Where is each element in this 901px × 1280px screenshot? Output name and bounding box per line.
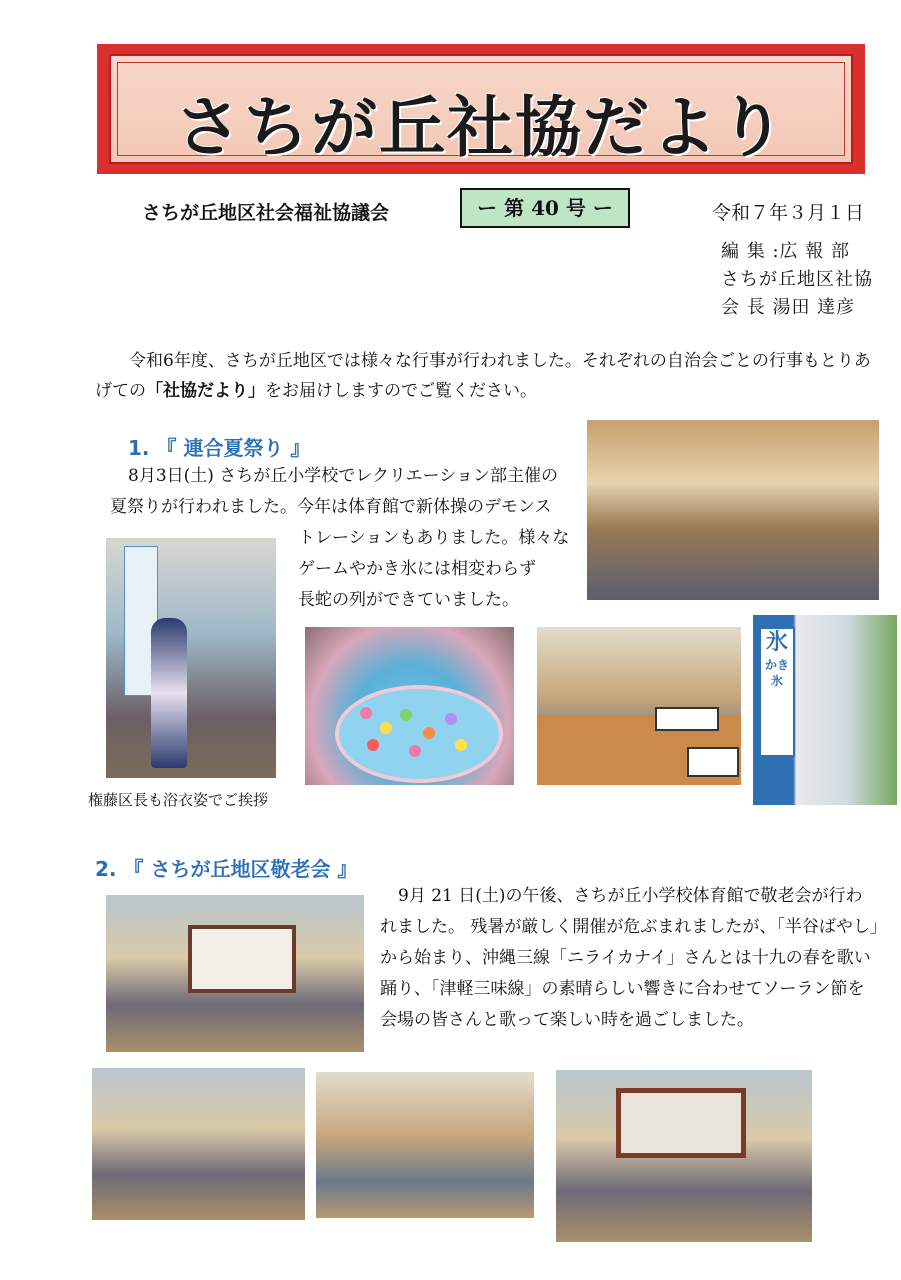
section-2-line: から始まり、沖縄三線「ニライカナイ」さんとは十九の春を歌い <box>380 948 871 968</box>
title-banner <box>97 44 865 174</box>
intro-text: 令和6年度、さちが丘地区では様々な行事が行われました。それぞれの自治会ごとの行事もとりあげての <box>95 351 871 401</box>
section-2-line: 9月 21 日(土)の午後、さちが丘小学校体育館で敬老会が行わ <box>398 886 863 906</box>
district-head-greeting-photo <box>106 538 276 778</box>
section-1-line: トレーションもありました。様々な <box>298 528 570 548</box>
editor-info <box>721 238 873 322</box>
greeting-photo-caption: 権藤区長も浴衣姿でご挨拶 <box>88 791 269 809</box>
kakigori-sign <box>759 627 795 757</box>
dance-performance-photo <box>92 1068 305 1220</box>
page-title: さちが丘社協だより <box>175 89 787 166</box>
section-1-line: 8月3日(土) さちが丘小学校でレクリエーション部主催の <box>128 466 558 486</box>
ball <box>400 709 412 721</box>
intro-bold: 「社協だより」 <box>146 381 265 401</box>
issue-number: ー 第 40 号 ー <box>460 188 630 228</box>
section-1-title: 1. 『 連合夏祭り 』 <box>128 436 311 460</box>
gymnastics-demo-photo <box>587 420 879 600</box>
ball <box>409 745 421 757</box>
ball-pool <box>335 685 503 783</box>
ball-pool-photo <box>305 627 514 785</box>
kakigori-sign-sub: かき氷 <box>764 658 789 688</box>
title-banner-inner <box>109 54 853 164</box>
intro-text-end: をお届けしますのでご覧ください。 <box>265 381 537 401</box>
stage <box>616 1088 746 1158</box>
ball <box>367 739 379 751</box>
section-2-line: 踊り、「津軽三味線」の素晴らしい響きに合わせてソーラン節を <box>380 979 865 999</box>
section-2-line: れました。 残暑が厳しく開催が危ぶまれましたが、「半谷ばやし」 <box>380 917 887 937</box>
kakigori-stall-photo <box>753 615 897 805</box>
section-2-line: 会場の皆さんと歌って楽しい時を過ごしました。 <box>380 1010 754 1030</box>
floor-target <box>655 707 719 731</box>
ball <box>380 722 392 734</box>
section-1-line: 長蛇の列ができていました。 <box>298 590 519 610</box>
audience-singing-photo <box>556 1070 812 1242</box>
floor-target <box>687 747 739 777</box>
yukata-figure <box>151 618 187 768</box>
intro-paragraph <box>95 346 875 406</box>
kakigori-sign-main: 氷 <box>765 630 788 655</box>
section-1-line: ゲームやかき氷には相変わらず <box>298 559 536 579</box>
section-2-title: 2. 『 さちが丘地区敬老会 』 <box>95 857 358 881</box>
editor-line: さちが丘地区社協 <box>721 269 873 290</box>
ball <box>455 739 467 751</box>
editor-line: 会 長 湯田 達彦 <box>721 297 856 318</box>
ball <box>445 713 457 725</box>
issue-date: 令和７年３月１日 <box>712 202 865 224</box>
organization-name: さちが丘地区社会福祉協議会 <box>142 202 390 224</box>
editor-line: 編 集 :広 報 部 <box>721 241 850 262</box>
sanshin-performance-photo <box>316 1072 534 1218</box>
floor-game-photo <box>537 627 741 785</box>
section-1-line: 夏祭りが行われました。今年は体育館で新体操のデモンス <box>110 497 552 517</box>
ball <box>423 727 435 739</box>
respect-for-aged-hall-photo <box>106 895 364 1052</box>
stage <box>188 925 296 993</box>
ball <box>360 707 372 719</box>
